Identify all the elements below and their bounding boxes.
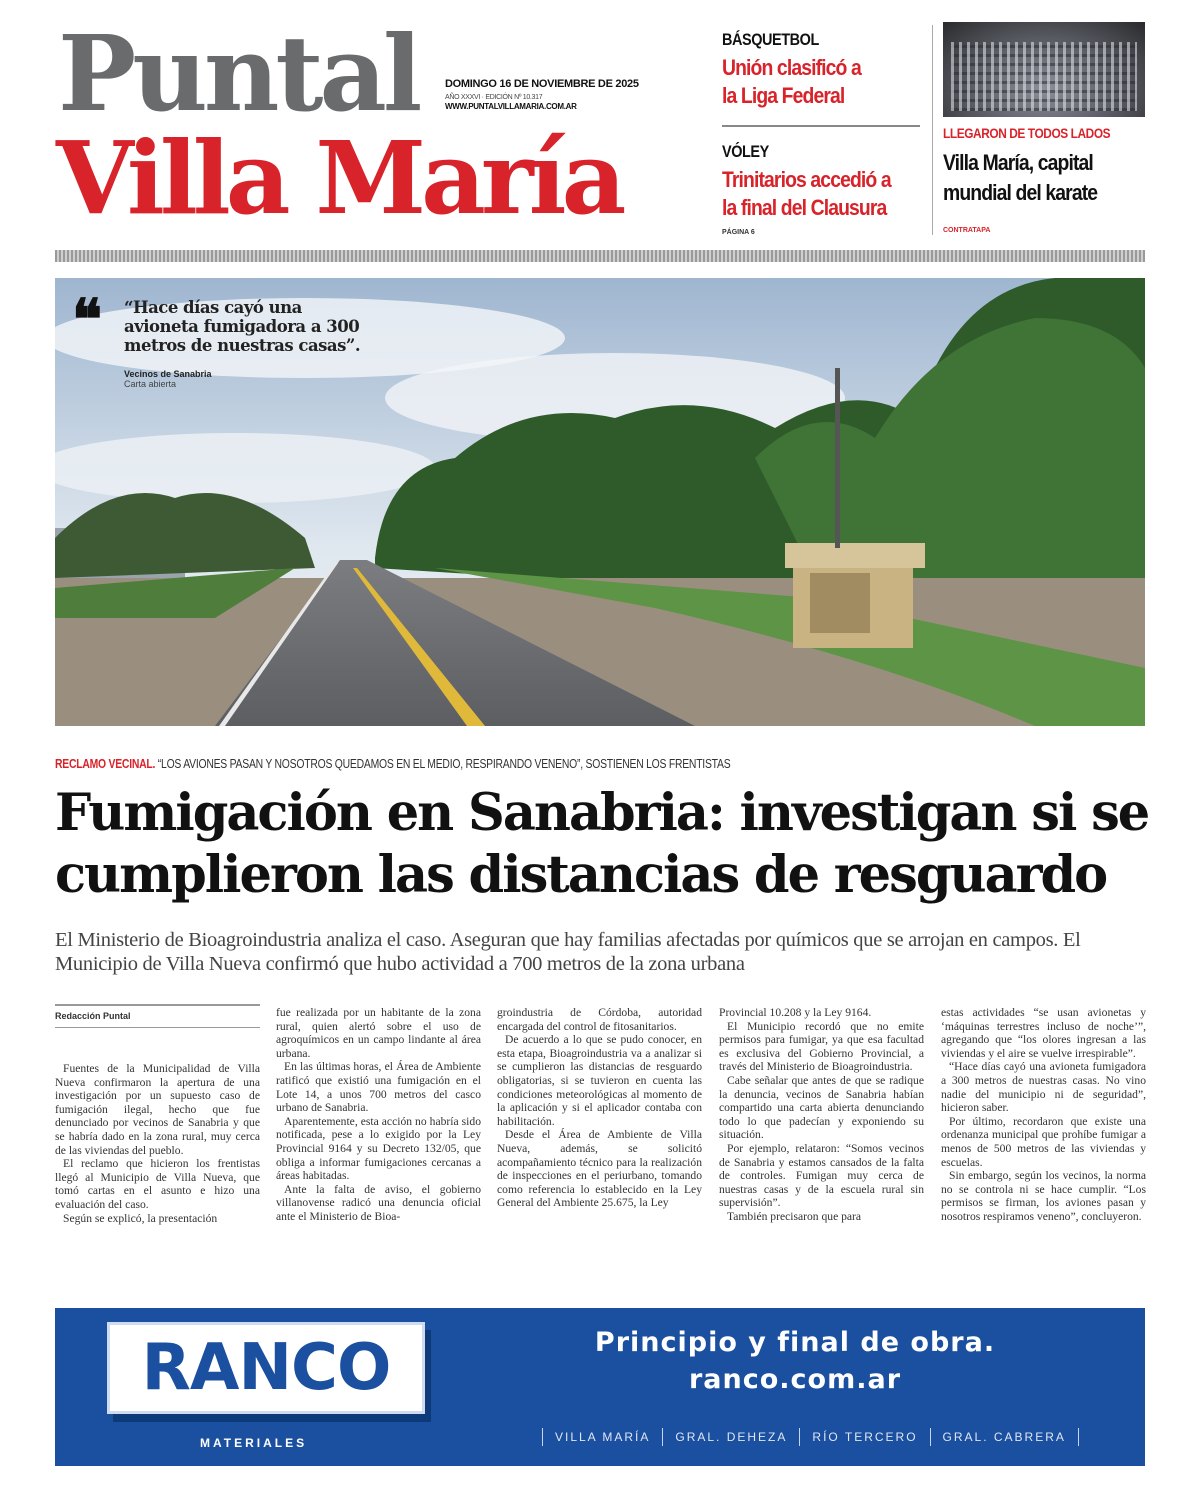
body-column: [941, 1006, 1146, 1224]
teaser-kicker: LLEGARON DE TODOS LADOS: [943, 125, 1111, 141]
edition-number: AÑO XXXVI · EDICIÓN Nº 10.317: [445, 94, 543, 101]
body-column: [55, 1062, 260, 1225]
masthead-rule: [55, 250, 1145, 262]
page-ref: CONTRATAPA: [943, 227, 991, 234]
ranco-advertisement[interactable]: [55, 1308, 1145, 1466]
ad-city: RÍO TERCERO: [799, 1428, 929, 1446]
body-paragraph: Desde el Área de Ambiente de Villa Nueva, además, se solicitó acompañamiento técnico para la realización de inspecciones en el periurbano, tomando como referencia lo establecido en la Ley General del Ambiente 25.675, la Ley: [497, 1128, 702, 1210]
body-column: [276, 1006, 481, 1224]
logo-puntal: Puntal: [58, 12, 419, 135]
page-ref: PÁGINA 6: [722, 229, 755, 236]
body-paragraph: El reclamo que hicieron los frentistas llegó al Municipio de Villa Nueva, que tomó cartas en el asunto e hizo una evaluación del caso.: [55, 1157, 260, 1211]
section-label: VÓLEY: [722, 142, 769, 161]
body-paragraph: De acuerdo a lo que se pudo conocer, en esta etapa, Bioagroindustria va a analizar si se cumplieron las distancias de resguardo obligatorias, si se tuvieron en cuenta las condiciones meteorológicas al momento de la aplicación y si el aplicador contaba con habilitación.: [497, 1033, 702, 1128]
ad-city: VILLA MARÍA: [542, 1428, 662, 1446]
teaser-voley[interactable]: [722, 166, 914, 222]
ad-city: GRAL. CABRERA: [930, 1428, 1079, 1446]
quote-author: Vecinos de Sanabria: [124, 369, 212, 379]
story-headline[interactable]: [55, 782, 1155, 906]
story-kicker: [55, 756, 730, 771]
karate-photo[interactable]: [943, 22, 1145, 117]
body-paragraph: Cabe señalar que antes de que se radique la denuncia, vecinos de Sanabria habían compartido una carta abierta denunciando todo lo que padecían y exponiendo su situación.: [719, 1073, 924, 1142]
story-deck: El Ministerio de Bioagroindustria analiza el caso. Aseguran que hay familias afectadas por químicos que se arrojan en campos. El Municipio de Villa Nueva confirmó que hubo actividad a 700 metros de la zona urbana: [55, 929, 1081, 975]
body-paragraph: Fuentes de la Municipalidad de Villa Nueva confirmaron la apertura de una investigación por un supuesto caso de fumigación ilegal, hecho que fue denunciado por vecinos de Sanabria y que se habría dado en la zona rural, muy cerca de las viviendas del pueblo.: [55, 1062, 260, 1157]
body-paragraph: El Municipio recordó que no emite permisos para fumigar, ya que esa facultad es exclusiva del Gobierno Provincial, a través del Ministerio de Bioagroindustria.: [719, 1019, 924, 1074]
teaser-headline-line: Villa María, capital: [943, 150, 1093, 175]
body-column: [719, 1006, 924, 1224]
ad-url[interactable]: ranco.com.ar: [688, 1364, 902, 1395]
ranco-logo: RANCO: [107, 1322, 425, 1414]
body-paragraph: Por último, recordaron que existe una ordenanza municipal que prohíbe fumigar a menos de 500 metros de las viviendas y escuelas.: [941, 1114, 1146, 1169]
quote-line: metros de nuestras casas”.: [124, 336, 361, 355]
teaser-karate[interactable]: [943, 148, 1118, 208]
teaser-headline-line: Trinitarios accedió a: [722, 167, 891, 192]
quote-line: “Hace días cayó una: [124, 298, 302, 317]
ad-city: GRAL. DEHEZA: [662, 1428, 799, 1446]
kicker-label: RECLAMO VECINAL.: [55, 756, 156, 771]
crowd-texture: [951, 42, 1137, 111]
teaser-basquetbol[interactable]: [722, 54, 880, 110]
body-paragraph: Según se explicó, la presentación: [63, 1211, 218, 1225]
body-paragraph: Ante la falta de aviso, el gobierno villanovense radicó una denuncia oficial ante el Ministerio de Bioa-: [276, 1182, 481, 1223]
edition-info: [445, 78, 639, 111]
body-paragraph: Sin embargo, según los vecinos, la norma no se controla ni se hace cumplir. “Los permisos se firman, los aviones pasan y nosotros respiramos veneno”, concluyeron.: [941, 1169, 1146, 1223]
byline: Redacción Puntal: [55, 1004, 260, 1028]
teaser-headline-line: la Liga Federal: [722, 83, 845, 108]
headline-line: Fumigación en Sanabria: investigan si se: [55, 783, 1149, 843]
body-paragraph: fue realizada por un habitante de la zona rural, quien alertó sobre el uso de agroquímicos en un campo lindante al área urbana.: [276, 1006, 481, 1060]
body-paragraph: “Hace días cayó una avioneta fumigadora a 300 metros de nuestras casas. No vino nadie del municipio ni de seguridad”, hicieron saber.: [941, 1060, 1146, 1115]
ranco-logo-subtitle: MATERIALES: [200, 1436, 308, 1450]
body-paragraph: estas actividades “se usan avionetas y ‘máquinas terrestres incluso de noche’”, agregando que “los olores ingresan a las viviendas y el aire se vuelve irrespirable”.: [941, 1006, 1146, 1060]
body-column: [497, 1006, 702, 1210]
body-paragraph: Por ejemplo, relataron: “Somos vecinos de Sanabria y estamos cansados de la falta de controles. Fumigan muy cerca de nuestras casas y de la escuela rural sin supervisión”.: [719, 1141, 924, 1210]
pull-quote: [72, 287, 392, 389]
ad-slogan: Principio y final de obra.: [594, 1327, 996, 1358]
body-paragraph: Aparentemente, esta acción no habría sido notificada, pese a lo exigido por la Ley Provincial 9164 y su Decreto 132/05, que obliga a informar fumigaciones cercanas a áreas habitadas.: [276, 1114, 481, 1183]
website-link[interactable]: WWW.PUNTALVILLAMARIA.COM.AR: [445, 102, 577, 111]
body-paragraph: groindustria de Córdoba, autoridad encargada del control de fitosanitarios.: [497, 1006, 702, 1033]
ad-cities: [542, 1428, 1079, 1446]
edition-date: DOMINGO 16 DE NOVIEMBRE DE 2025: [445, 78, 639, 90]
divider: [722, 125, 920, 127]
body-paragraph: Provincial 10.208 y la Ley 9164.: [719, 1006, 872, 1019]
body-paragraph: También precisaron que para: [727, 1209, 862, 1223]
teaser-headline-line: mundial del karate: [943, 180, 1098, 205]
divider: [932, 25, 933, 235]
headline-line: cumplieron las distancias de resguardo: [55, 845, 1107, 905]
kicker-text: “LOS AVIONES PASAN Y NOSOTROS QUEDAMOS EN EL MEDIO, RESPIRANDO VENENO”, SOSTIENEN LOS FRENTISTAS: [155, 756, 731, 771]
teaser-headline-line: Unión clasificó a: [722, 55, 861, 80]
quote-line: avioneta fumigadora a 300: [124, 317, 360, 336]
quote-icon: ❝: [72, 287, 103, 353]
body-paragraph: En las últimas horas, el Área de Ambiente ratificó que existió una fumigación en el Lote 14, a unos 700 metros del casco urbano de Sanabria.: [276, 1060, 481, 1115]
logo-villa-maria: Villa María: [56, 119, 622, 237]
section-label: BÁSQUETBOL: [722, 30, 819, 49]
teaser-headline-line: la final del Clausura: [722, 195, 887, 220]
quote-source: Carta abierta: [124, 379, 177, 389]
